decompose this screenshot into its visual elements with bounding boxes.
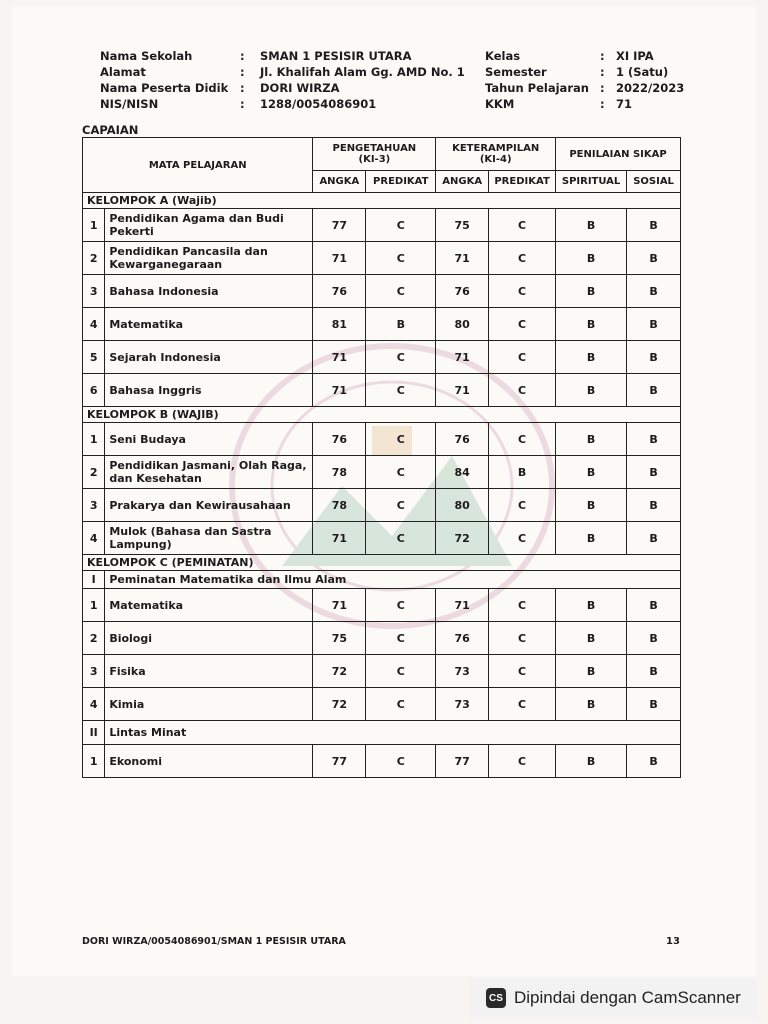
table-row: 1 Seni Budaya 76 C 76 C B B — [83, 423, 681, 456]
value-semester: 1 (Satu) — [616, 65, 669, 79]
label-kelas: Kelas — [485, 49, 521, 63]
header-pengetahuan: PENGETAHUAN (KI-3) — [313, 138, 436, 171]
group-heading: KELOMPOK B (WAJIB) — [83, 407, 681, 423]
student-info: Nama Sekolah : SMAN 1 PESISIR UTARA Kelas : XI IPA Alamat : Jl. Khalifah Alam Gg. AMD No. 1 Semester : 1 (Satu) Nama Peserta Didik : DORI WIRZA Tahun Pelajaran : 2022/2023 NIS/NISN : 1288/0054086901 KKM : 71 — [100, 49, 685, 111]
table-row: 5 Sejarah Indonesia 71 C 71 C B B — [83, 341, 681, 374]
subgroup-heading: II Lintas Minat — [83, 721, 681, 745]
header-angka: ANGKA — [313, 171, 366, 193]
header-spiritual: SPIRITUAL — [556, 171, 627, 193]
table-row: 6 Bahasa Inggris 71 C 71 C B B — [83, 374, 681, 407]
value-kelas: XI IPA — [616, 49, 654, 63]
table-row: 2 Pendidikan Jasmani, Olah Raga, dan Kesehatan 78 C 84 B B B — [83, 456, 681, 489]
value-alamat: Jl. Khalifah Alam Gg. AMD No. 1 — [260, 65, 465, 79]
camscanner-badge — [470, 978, 758, 1018]
value-kkm: 71 — [616, 97, 633, 111]
header-predikat: PREDIKAT — [366, 171, 436, 193]
label-nama-peserta: Nama Peserta Didik — [100, 81, 229, 95]
group-heading: KELOMPOK C (PEMINATAN) — [83, 555, 681, 571]
camscanner-icon: CS — [486, 988, 506, 1008]
value-tahun-pelajaran: 2022/2023 — [616, 81, 685, 95]
label-tahun-pelajaran: Tahun Pelajaran — [485, 81, 589, 95]
label-alamat: Alamat — [100, 65, 146, 79]
header-angka: ANGKA — [436, 171, 489, 193]
table-row: 3 Fisika 72 C 73 C B B — [83, 655, 681, 688]
header-keterampilan: KETERAMPILAN (KI-4) — [436, 138, 556, 171]
table-row: 1 Matematika 71 C 71 C B B — [83, 589, 681, 622]
label-semester: Semester — [485, 65, 547, 79]
value-nama-sekolah: SMAN 1 PESISIR UTARA — [260, 49, 412, 63]
label-nama-sekolah: Nama Sekolah — [100, 49, 193, 63]
label-kkm: KKM — [485, 97, 515, 111]
group-heading: KELOMPOK A (Wajib) — [83, 193, 681, 209]
grades-table — [82, 137, 681, 778]
table-row: 3 Prakarya dan Kewirausahaan 78 C 80 C B B — [83, 489, 681, 522]
table-row: 1 Ekonomi 77 C 77 C B B — [83, 745, 681, 778]
table-row: 1 Pendidikan Agama dan Budi Pekerti 77 C 75 C B B — [83, 209, 681, 242]
subgroup-heading: I Peminatan Matematika dan Ilmu Alam — [83, 571, 681, 589]
header-sosial: SOSIAL — [627, 171, 681, 193]
page-number: 13 — [666, 936, 680, 947]
table-row: 2 Biologi 75 C 76 C B B — [83, 622, 681, 655]
value-nama-peserta: DORI WIRZA — [260, 81, 340, 95]
footer-identity: DORI WIRZA/0054086901/SMAN 1 PESISIR UTARA — [82, 936, 346, 947]
header-mata-pelajaran: MATA PELAJARAN — [83, 138, 313, 193]
value-nis: 1288/0054086901 — [260, 97, 377, 111]
camscanner-text: Dipindai dengan CamScanner — [514, 988, 741, 1007]
table-row: 4 Matematika 81 B 80 C B B — [83, 308, 681, 341]
table-row: 4 Mulok (Bahasa dan Sastra Lampung) 71 C 72 C B B — [83, 522, 681, 555]
table-row: 3 Bahasa Indonesia 76 C 76 C B B — [83, 275, 681, 308]
section-title: CAPAIAN — [82, 123, 139, 137]
table-row: 2 Pendidikan Pancasila dan Kewarganegaraan 71 C 71 C B B — [83, 242, 681, 275]
label-nis: NIS/NISN — [100, 97, 159, 111]
header-predikat: PREDIKAT — [489, 171, 556, 193]
table-row: 4 Kimia 72 C 73 C B B — [83, 688, 681, 721]
header-penilaian-sikap: PENILAIAN SIKAP — [556, 138, 681, 171]
